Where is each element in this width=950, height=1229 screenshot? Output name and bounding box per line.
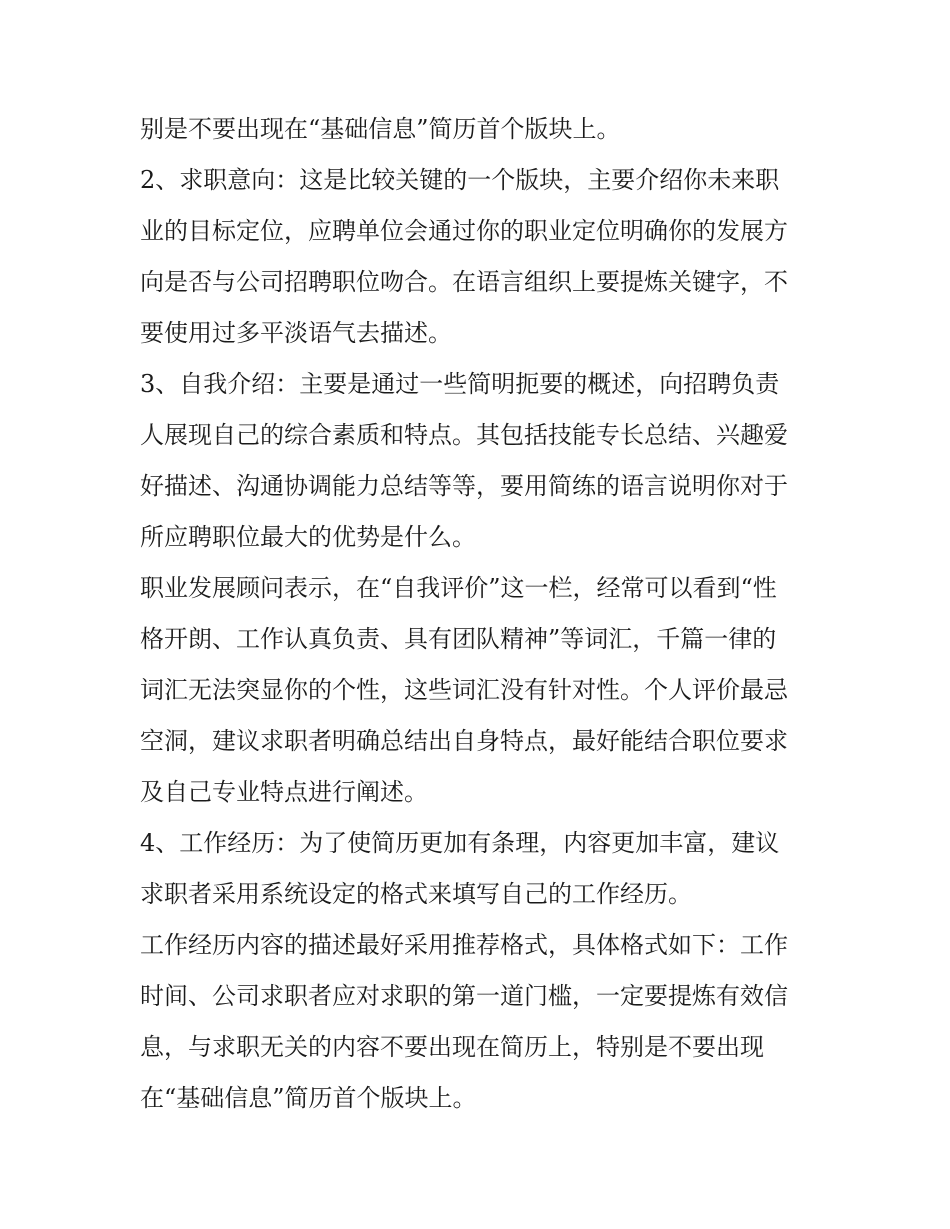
text-line: 向是否与公司招聘职位吻合。在语言组织上要提炼关键字，不 [140,268,788,296]
text-line: 空洞，建议求职者明确总结出自身特点，最好能结合职位要求 [140,727,788,755]
text-line: 求职者采用系统设定的格式来填写自己的工作经历。 [140,880,692,908]
text-line: 好描述、沟通协调能力总结等等，要用简练的语言说明你对于 [140,472,788,500]
text-line: 4、工作经历：为了使简历更加有条理，内容更加丰富，建议 [140,829,780,857]
text-line: 要使用过多平淡语气去描述。 [140,319,452,347]
text-line: 业的目标定位，应聘单位会通过你的职业定位明确你的发展方 [140,217,788,245]
document-body [140,104,820,1124]
text-line: 在“基础信息”简历首个版块上。 [140,1084,477,1112]
text-line: 2、求职意向：这是比较关键的一个版块，主要介绍你未来职 [140,166,780,194]
text-line: 及自己专业特点进行阐述。 [140,778,428,806]
text-line: 息，与求职无关的内容不要出现在简历上，特别是不要出现 [140,1033,764,1061]
text-line: 所应聘职位最大的优势是什么。 [140,523,476,551]
text-line: 别是不要出现在“基础信息”简历首个版块上。 [140,115,621,143]
text-line: 格开朗、工作认真负责、具有团队精神”等词汇，千篇一律的 [140,625,777,653]
text-line: 职业发展顾问表示，在“自我评价”这一栏，经常可以看到“性 [140,574,777,602]
text-line: 人展现自己的综合素质和特点。其包括技能专长总结、兴趣爱 [140,421,788,449]
text-line: 时间、公司求职者应对求职的第一道门槛，一定要提炼有效信 [140,982,788,1010]
text-line: 工作经历内容的描述最好采用推荐格式，具体格式如下：工作 [140,931,788,959]
text-line: 词汇无法突显你的个性，这些词汇没有针对性。个人评价最忌 [140,676,788,704]
text-line: 3、自我介绍：主要是通过一些简明扼要的概述，向招聘负责 [140,370,780,398]
